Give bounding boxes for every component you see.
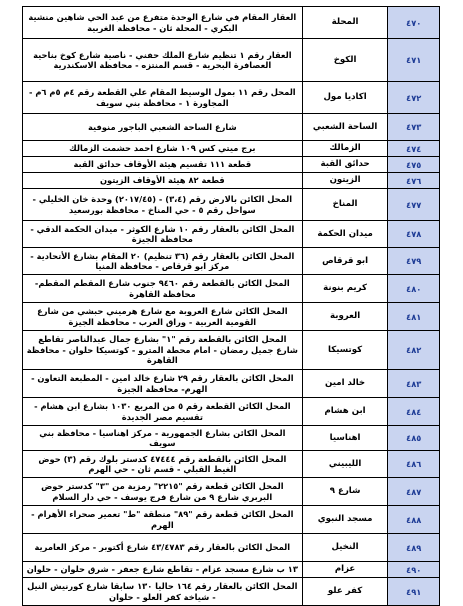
table-row — [23, 398, 440, 426]
branch-area-name: المناخ — [302, 189, 388, 221]
branch-address: ١٣ ب شارع مسجد عزام - تقاطع شارع جعفر - شرق حلوان - حلوان — [23, 562, 303, 578]
branch-address: المحل الكائن بالعقار رقم ١٠ شارع الكوثر - ميدان الحكمة الدقي - محافظة الجيزة — [23, 221, 303, 248]
table-row — [23, 370, 440, 398]
row-number: ٤٧١ — [388, 39, 440, 82]
row-number: ٤٨٥ — [388, 426, 440, 451]
branch-address: المحل الكائن بالعقار رقم ٤٣/٤٧٨٣ شارع أكتوبر - مركز العامرية — [23, 534, 303, 562]
branch-area-name: كفر علو — [302, 578, 388, 606]
branch-area-name: مسجد النبوي — [302, 506, 388, 534]
row-number: ٤٨٠ — [388, 275, 440, 303]
row-number: ٤٨٦ — [388, 451, 440, 478]
branch-area-name: كوتسيكا — [302, 331, 388, 370]
branch-address: المحل رقم ١١ بمول الوسيط المقام علي القطعة رقم ٤م ٥م ٦م - المجاورة ١ - محافظة بني سويف — [23, 82, 303, 114]
table-row — [23, 248, 440, 275]
branch-address: المحل الكائن بالقطعة رقم ٩٤٦٠ جنوب شارع المقطم المقطم- محافظة القاهرة — [23, 275, 303, 303]
table-row — [23, 534, 440, 562]
table-row — [23, 303, 440, 331]
branch-address: المحل الكائن شارع العروبة مع شارع هرميني حبشي من شارع القومية العربية - وراق العرب - محافظة الجيزة — [23, 303, 303, 331]
branch-address: المحل الكائن بالعقار رقم ٢٩ شارع خالد امين - المطبعة التعاون - الهرم- محافظة الجيزة — [23, 370, 303, 398]
branch-area-name: حدائق القبة — [302, 157, 388, 173]
row-number: ٤٨٧ — [388, 478, 440, 506]
table-row — [23, 562, 440, 578]
table-row — [23, 221, 440, 248]
branch-area-name: المحلة — [302, 7, 388, 39]
row-number: ٤٨٣ — [388, 370, 440, 398]
row-number: ٤٧٩ — [388, 248, 440, 275]
table-row — [23, 114, 440, 141]
branch-area-name: اكاديا مول — [302, 82, 388, 114]
branch-area-name: النخيل — [302, 534, 388, 562]
branch-address: المحل الكائن بالقطعة رقم ٤٧٤٤٤ كدستر بلوك رقم (٣) حوض الغيط القبلي - قسم ثان - حي الهرم — [23, 451, 303, 478]
branch-area-name: الزمالك — [302, 141, 388, 157]
branch-area-name: الساحة الشعبي — [302, 114, 388, 141]
branch-address: قطعة ٨٢ هيئة الأوقاف الزيتون — [23, 173, 303, 189]
branch-area-name: اهناسيا — [302, 426, 388, 451]
row-number: ٤٧٦ — [388, 173, 440, 189]
row-number: ٤٨٨ — [388, 506, 440, 534]
branch-area-name: ميدان الحكمة — [302, 221, 388, 248]
table-row — [23, 506, 440, 534]
branch-area-name: الليبيني — [302, 451, 388, 478]
branch-area-name: خالد امين — [302, 370, 388, 398]
branch-address: المحل الكائن القطعة رقم ٥ من المربع ١٠٣٠ بشارع ابن هشام - تقسيم مصر الجديدة — [23, 398, 303, 426]
branch-address: شارع الساحة الشعبي الباجور منوفية — [23, 114, 303, 141]
branch-address: قطعة ١١١ تقسيم هيئة الأوقاف حدائق القبة — [23, 157, 303, 173]
row-number: ٤٨٤ — [388, 398, 440, 426]
branch-area-name: ابن هشام — [302, 398, 388, 426]
table-row — [23, 189, 440, 221]
table-row — [23, 331, 440, 370]
table-row — [23, 451, 440, 478]
row-number: ٤٨٢ — [388, 331, 440, 370]
table-row — [23, 157, 440, 173]
branches-table-body — [23, 7, 440, 606]
table-row — [23, 82, 440, 114]
row-number: ٤٧٧ — [388, 189, 440, 221]
branch-address: برج ميتي كس ١٠٩ شارع احمد حشمت الزمالك — [23, 141, 303, 157]
table-row — [23, 7, 440, 39]
branch-address: العقار رقم ١ تنظيم شارع الملك حفني - ناصية شارع كوخ بناحية العصافرة البحرية - قسم المنتزه - محافظة الاسكندرية — [23, 39, 303, 82]
branch-address: المحل الكائن بالقطعة رقم "١" بشارع جمال عبدالناصر تقاطع شارع جميل رمضان - امام محطة المترو - كوتسيكا حلوان - محافظة القاهرة — [23, 331, 303, 370]
row-number: ٤٧٤ — [388, 141, 440, 157]
row-number: ٤٧٣ — [388, 114, 440, 141]
branch-address: المحل الكائن بالارض رقم (٣،٤) - (٢٠١٧/٤٥) وحدة خان الخليلي - سواحل رقم ٥ - حي المناخ - محافظة بورسعيد — [23, 189, 303, 221]
table-row — [23, 173, 440, 189]
branch-area-name: شارع ٩ — [302, 478, 388, 506]
branch-area-name: الزيتون — [302, 173, 388, 189]
branch-address: المحل الكائن قطعة رقم "٢٢١٥" رمزية من "٣" كدستر حوض البربري شارع ٩ من شارع فرج يوسف - حي دار السلام — [23, 478, 303, 506]
branch-address: المحل الكائن بالعقار رقم ١٦٤ حاليا ١٣٠ سابقا شارع كورنيش النيل - شياخة كفر العلو - حلوان — [23, 578, 303, 606]
branch-area-name: ابو قرقاص — [302, 248, 388, 275]
row-number: ٤٩١ — [388, 578, 440, 606]
table-row — [23, 426, 440, 451]
branch-area-name: الكوخ — [302, 39, 388, 82]
branch-address: المحل الكائن بشارع الجمهورية - مركز اهناسيا - محافظة بني سويف — [23, 426, 303, 451]
table-row — [23, 478, 440, 506]
branches-table — [22, 6, 440, 606]
branch-address: العقار المقام في شارع الوحدة متفرع من عبد الحي شاهين منشية البكري - المحلة ثان - محافظة الغربية — [23, 7, 303, 39]
row-number: ٤٧٢ — [388, 82, 440, 114]
row-number: ٤٧٥ — [388, 157, 440, 173]
branch-area-name: عزام — [302, 562, 388, 578]
branch-area-name: كريم بنونة — [302, 275, 388, 303]
branch-address: المحل الكائن قطعة رقم "٨٩" منطقة "ط" تعمير صحراء الأهرام - الهرم — [23, 506, 303, 534]
table-row — [23, 141, 440, 157]
row-number: ٤٩٠ — [388, 562, 440, 578]
table-row — [23, 39, 440, 82]
row-number: ٤٨٩ — [388, 534, 440, 562]
branch-area-name: العروبة — [302, 303, 388, 331]
table-row — [23, 275, 440, 303]
row-number: ٤٨١ — [388, 303, 440, 331]
row-number: ٤٧٨ — [388, 221, 440, 248]
branch-address: المحل الكائن بالعقار رقم (٣٦ تنظيم) ٢٠ المقام بشارع الأتحادية - مركز ابو قرقاص - محافظة المنيا — [23, 248, 303, 275]
row-number: ٤٧٠ — [388, 7, 440, 39]
table-row — [23, 578, 440, 606]
